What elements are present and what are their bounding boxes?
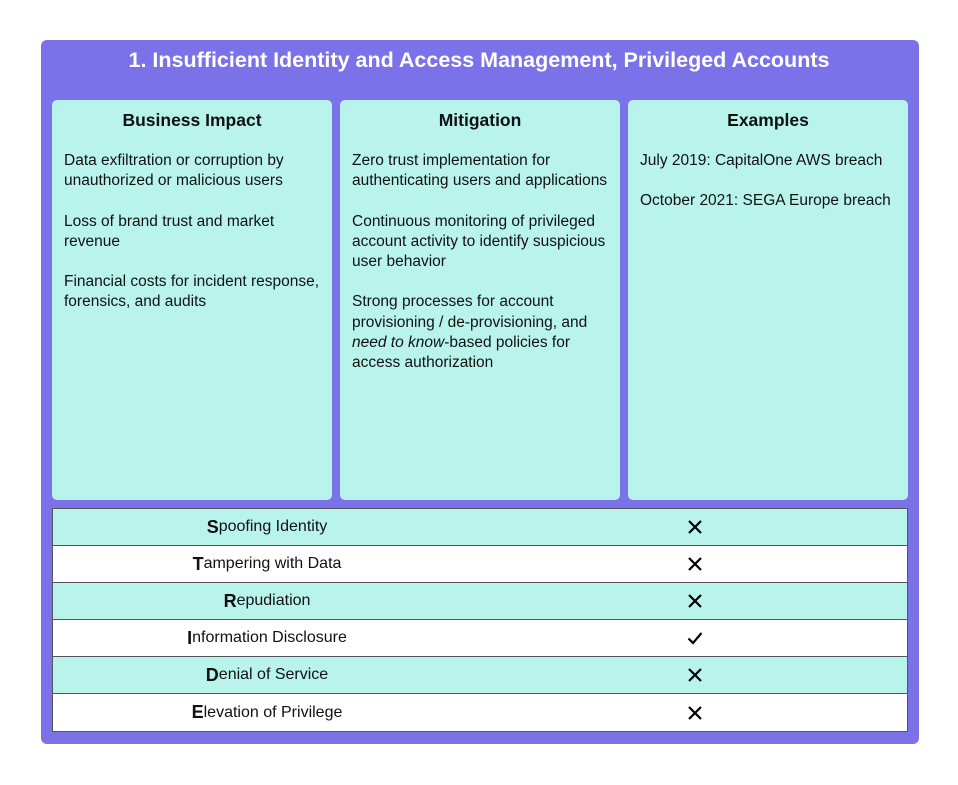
threat-initial: S <box>206 516 219 537</box>
page-title: 1. Insufficient Identity and Access Management, Privileged Accounts <box>128 48 830 72</box>
threat-rest: poofing Identity <box>218 518 328 535</box>
stride-mark <box>481 694 909 731</box>
stride-row <box>53 657 907 694</box>
threat-label <box>53 657 481 693</box>
mitigation-item: Zero trust implementation for authenticating users and applications <box>352 152 608 190</box>
mitigation-text: Strong processes for account provisioning / de-provisioning, and <box>352 293 588 331</box>
stride-row <box>53 546 907 583</box>
mitigation-heading: Mitigation <box>438 110 522 130</box>
example-item: July 2019: CapitalOne AWS breach <box>640 152 883 169</box>
threat-label <box>53 620 481 656</box>
examples-panel <box>628 100 908 500</box>
cross-icon <box>687 667 703 683</box>
threat-rest: nformation Disclosure <box>192 629 347 646</box>
threat-initial: D <box>205 664 219 685</box>
business-impact-item: Financial costs for incident response, forensics, and audits <box>64 273 320 311</box>
mitigation-emphasis: need to know <box>352 334 445 352</box>
mitigation-panel <box>340 100 620 500</box>
business-impact-item: Loss of brand trust and market revenue <box>64 212 275 250</box>
stride-row <box>53 509 907 546</box>
example-item: October 2021: SEGA Europe breach <box>640 192 891 210</box>
stride-mark <box>481 583 909 619</box>
threat-initial: R <box>223 590 237 611</box>
mitigation-item: Continuous monitoring of privileged account activity to identify suspicious user behavior <box>352 212 606 271</box>
stride-row <box>53 694 907 731</box>
stride-mark <box>481 657 909 693</box>
stride-table <box>52 508 908 732</box>
mitigation-text: -based policies for access authorization <box>352 334 571 372</box>
threat-rest: enial of Service <box>218 666 329 683</box>
threat-rest: ampering with Data <box>203 555 342 572</box>
threat-rest: epudiation <box>236 592 311 609</box>
threat-label <box>53 583 481 619</box>
threat-label <box>53 546 481 582</box>
examples-heading: Examples <box>727 110 809 130</box>
threat-rest: levation of Privilege <box>203 703 343 721</box>
business-impact-item: Data exfiltration or corruption by unauthorized or malicious users <box>64 152 284 190</box>
stride-mark <box>481 509 909 545</box>
check-icon <box>687 630 703 646</box>
mitigation-item <box>352 292 608 373</box>
business-impact-heading: Business Impact <box>122 110 262 130</box>
cross-icon <box>687 705 703 721</box>
business-impact-panel <box>52 100 332 500</box>
cross-icon <box>687 519 703 535</box>
stride-row <box>53 620 907 657</box>
cross-icon <box>687 593 703 609</box>
threat-initial: E <box>191 702 204 722</box>
stride-mark <box>481 620 909 656</box>
threat-label <box>53 694 481 731</box>
stride-mark <box>481 546 909 582</box>
threat-label <box>53 509 481 545</box>
threat-initial: T <box>192 553 204 574</box>
threat-initial: I <box>187 627 193 648</box>
cross-icon <box>687 556 703 572</box>
stride-row <box>53 583 907 620</box>
